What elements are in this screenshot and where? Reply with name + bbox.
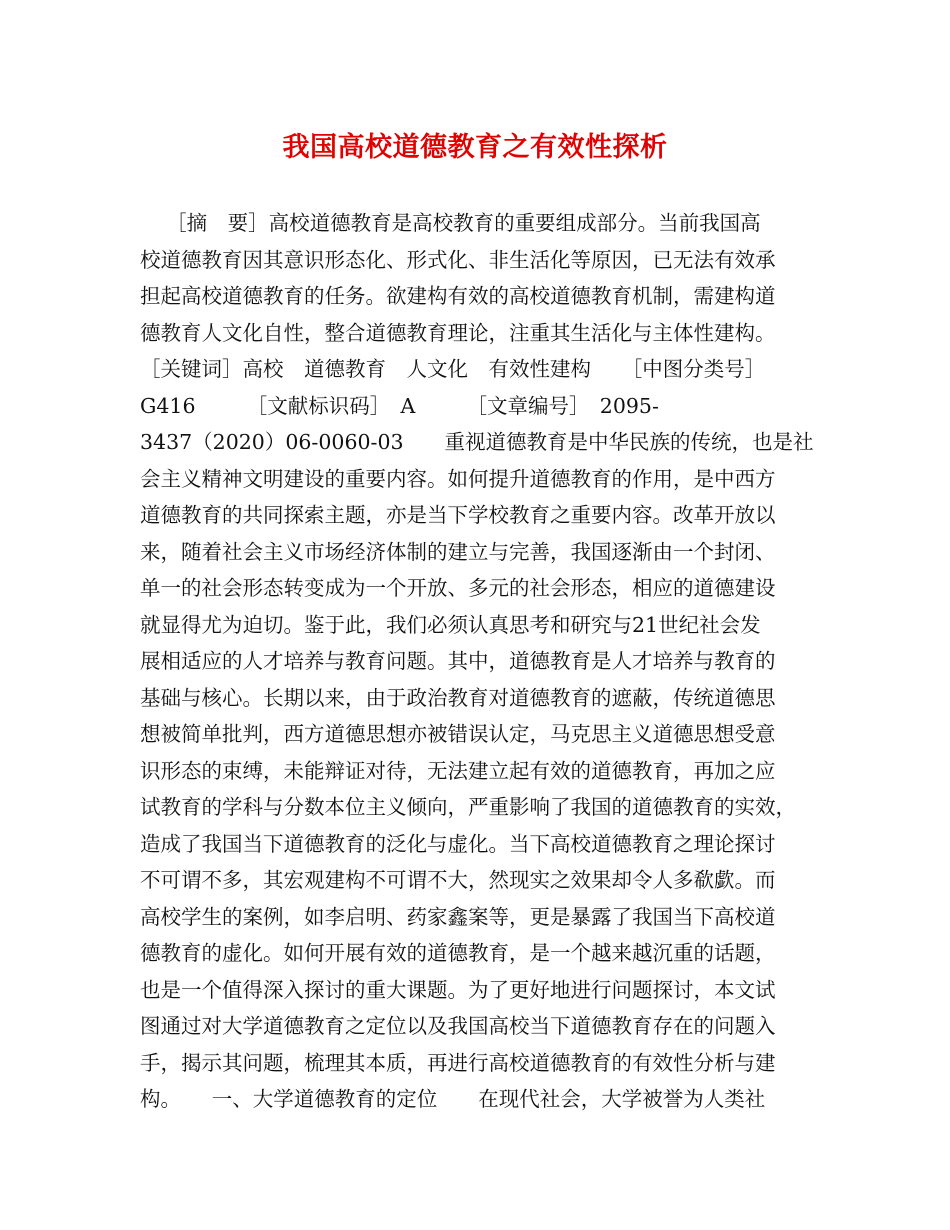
text-line: 高校学生的案例，如李启明、药家鑫案等，更是暴露了我国当下高校道 <box>140 904 776 929</box>
text-line: 也是一个值得深入探讨的重大课题。为了更好地进行问题探讨，本文试 <box>140 977 776 1002</box>
text-line: 道德教育的共同探索主题，亦是当下学校教育之重要内容。改革开放以 <box>140 503 776 527</box>
text-line: 造成了我国当下道德教育的泛化与虚化。当下高校道德教育之理论探讨 <box>140 831 776 856</box>
text-line: 手，揭示其问题，梳理其本质，再进行高校道德教育的有效性分析与建 <box>140 1050 776 1075</box>
text-line: 单一的社会形态转变成为一个开放、多元的社会形态，相应的道德建设 <box>140 576 776 600</box>
text-line: ［关键词］高校 道德教育 人文化 有效性建构 ［中图分类号］ <box>140 357 766 381</box>
text-line: 来，随着社会主义市场经济体制的建立与完善，我国逐渐由一个封闭、 <box>140 539 776 564</box>
text-line: 构。 一、大学道德教育的定位 在现代社会，大学被誉为人类社 <box>140 1087 766 1111</box>
text-line: ［摘 要］高校道德教育是高校教育的重要组成部分。当前我国高 <box>140 211 761 235</box>
text-line: 不可谓不多，其宏观建构不可谓不大，然现实之效果却令人多欷歔。而 <box>140 868 776 892</box>
text-line: 展相适应的人才培养与教育问题。其中，道德教育是人才培养与教育的 <box>140 649 776 673</box>
text-line: 基础与核心。长期以来，由于政治教育对道德教育的遮蔽，传统道德思 <box>140 685 776 710</box>
text-line: 想被简单批判，西方道德思想亦被错误认定，马克思主义道德思想受意 <box>140 722 776 746</box>
document-body <box>140 205 815 1118</box>
text-line: 图通过对大学道德教育之定位以及我国高校当下道德教育存在的问题入 <box>140 1014 776 1038</box>
text-line: 校道德教育因其意识形态化、形式化、非生活化等原因，已无法有效承 <box>140 247 776 272</box>
text-line: 就显得尤为迫切。鉴于此，我们必须认真思考和研究与21世纪社会发 <box>140 612 761 637</box>
text-line: 会主义精神文明建设的重要内容。如何提升道德教育的作用，是中西方 <box>140 466 776 491</box>
text-line: 识形态的束缚，未能辩证对待，无法建立起有效的道德教育，再加之应 <box>140 758 776 783</box>
text-line: 德教育人文化自性，整合道德教育理论，注重其生活化与主体性建构。 <box>140 320 776 345</box>
text-line: 试教育的学科与分数本位主义倾向，严重影响了我国的道德教育的实效， <box>140 795 796 819</box>
text-line: G416 ［文献标识码］ A ［文章编号］ 2095- <box>140 393 659 418</box>
text-line: 3437（2020）06-0060-03 重视道德教育是中华民族的传统，也是社 <box>140 430 814 454</box>
text-line: 担起高校道德教育的任务。欲建构有效的高校道德教育机制，需建构道 <box>140 284 776 308</box>
text-line: 德教育的虚化。如何开展有效的道德教育，是一个越来越沉重的话题， <box>140 941 776 965</box>
document-title: 我国高校道德教育之有效性探析 <box>282 132 668 163</box>
